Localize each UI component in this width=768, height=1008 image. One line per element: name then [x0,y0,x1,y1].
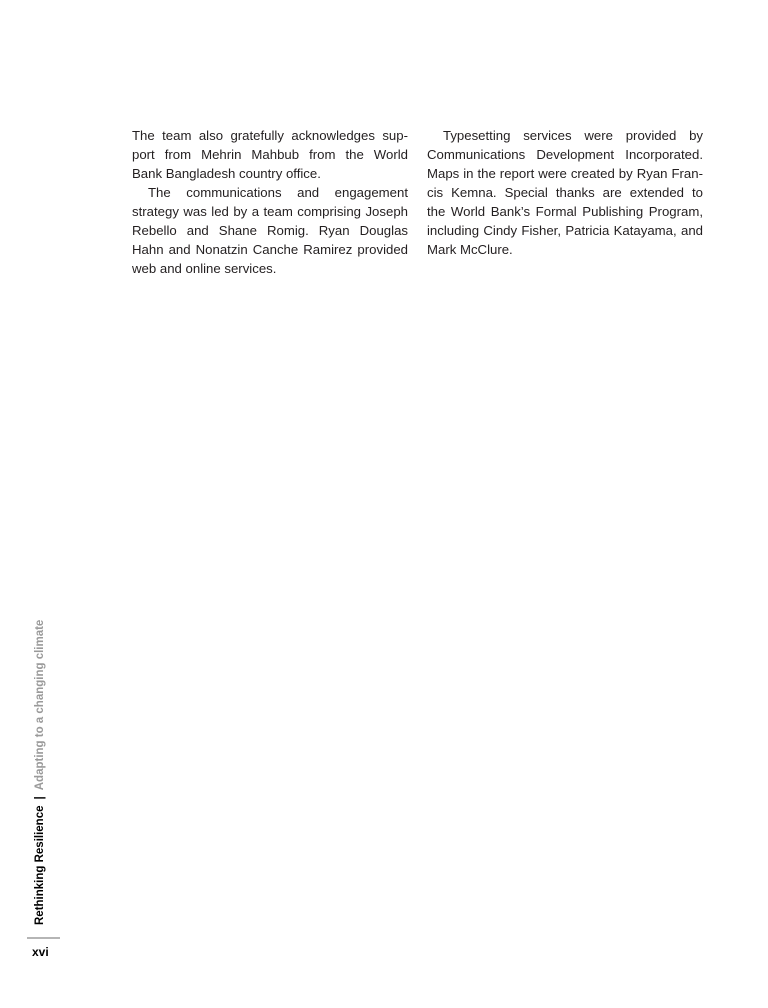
left-column [132,126,408,278]
text-line: Hahn and Nonatzin Canche Ramirez provided [132,242,408,257]
paragraph [132,183,408,278]
text-line: The communications and engagement [148,185,408,200]
text-line: including Cindy Fisher, Patricia Katayama, and [427,223,703,238]
chapter-title: Adapting to a changing climate [34,619,46,791]
running-head [32,620,48,925]
text-line: Typesetting services were provided by [443,128,703,143]
book-title: Rethinking Resilience [34,805,46,925]
text-line: strategy was led by a team comprising Joseph [132,204,408,219]
text-line: The team also gratefully acknowledges sup- [132,128,408,143]
text-line: web and online services. [132,261,277,276]
paragraph [427,126,703,259]
page-number: xvi [32,945,49,959]
folio-rule [27,937,60,939]
text-line: port from Mehrin Mahbub from the World [132,147,408,162]
text-line: Communications Development Incorporated. [427,147,703,162]
text-line: Mark McClure. [427,242,513,257]
text-line: cis Kemna. Special thanks are extended to [427,185,703,200]
paragraph [132,126,408,183]
text-line: Maps in the report were created by Ryan Fran- [427,166,703,181]
text-line: Rebello and Shane Romig. Ryan Douglas [132,223,408,238]
text-line: Bank Bangladesh country office. [132,166,321,181]
right-column [427,126,703,259]
text-line: the World Bank’s Formal Publishing Program, [427,204,703,219]
running-head-separator: | [34,796,46,800]
